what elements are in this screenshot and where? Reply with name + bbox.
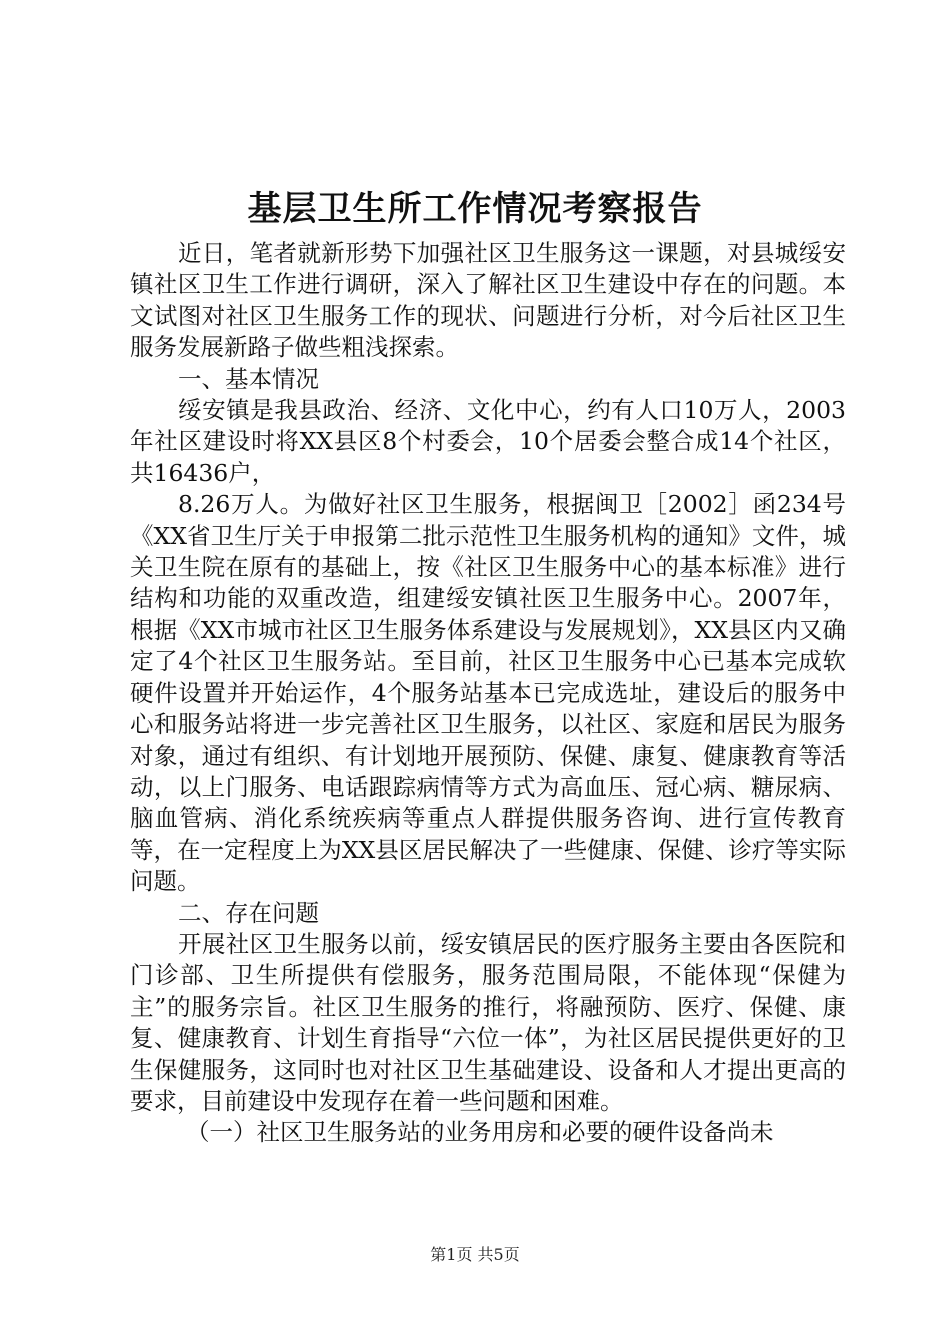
problems-paragraph: 开展社区卫生服务以前，绥安镇居民的医疗服务主要由各医院和门诊部、卫生所提供有偿服务，服务范围局限，不能体现“保健为主”的服务宗旨。社区卫生服务的推行，将融预防、医疗、保健、康复、健康教育、计划生育指导“六位一体”，为社区居民提供更好的卫生保健服务，这同时也对社区卫生基础建设、设备和人才提出更高的要求，目前建设中发现存在着一些问题和困难。 [130, 929, 846, 1115]
subsection-heading-1: （一）社区卫生服务站的业务用房和必要的硬件设备尚未 [186, 1118, 774, 1147]
page-number-footer: 第1页 共5页 [430, 1245, 520, 1264]
service-development-paragraph: 8.26万人。为做好社区卫生服务，根据闽卫［2002］函234号《XX省卫生厅关于申报第二批示范性卫生服务机构的通知》文件，城关卫生院在原有的基础上，按《社区卫生服务中心的基本标准》进行结构和功能的双重改造，组建绥安镇社医卫生服务中心。2007年，根据《XX市城市社区卫生服务体系建设与发展规划》，XX县区内又确定了4个社区卫生服务站。至目前，社区卫生服务中心已基本完成软硬件设置并开始运作，4个服务站基本已完成选址，建设后的服务中心和服务站将进一步完善社区卫生服务，以社区、家庭和居民为服务对象，通过有组织、有计划地开展预防、保健、康复、健康教育等活动，以上门服务、电话跟踪病情等方式为高血压、冠心病、糖尿病、脑血管病、消化系统疾病等重点人群提供服务咨询、进行宣传教育等，在一定程度上为XX县区居民解决了一些健康、保健、诊疗等实际问题。 [130, 490, 846, 896]
document-body [130, 238, 846, 1149]
document-title: 基层卫生所工作情况考察报告 [247, 189, 703, 229]
intro-paragraph: 近日，笔者就新形势下加强社区卫生服务这一课题，对县城绥安镇社区卫生工作进行调研，深入了解社区卫生建设中存在的问题。本文试图对社区卫生服务工作的现状、问题进行分析，对今后社区卫生服务发展新路子做些粗浅探索。 [130, 239, 846, 362]
section-heading-basic-situation: 一、基本情况 [178, 364, 319, 393]
basic-situation-paragraph: 绥安镇是我县政治、经济、文化中心，约有人口10万人，2003年社区建设时将XX县区8个村委会，10个居委会整合成14个社区，共16436户， [130, 396, 846, 487]
section-heading-problems: 二、存在问题 [178, 898, 319, 927]
